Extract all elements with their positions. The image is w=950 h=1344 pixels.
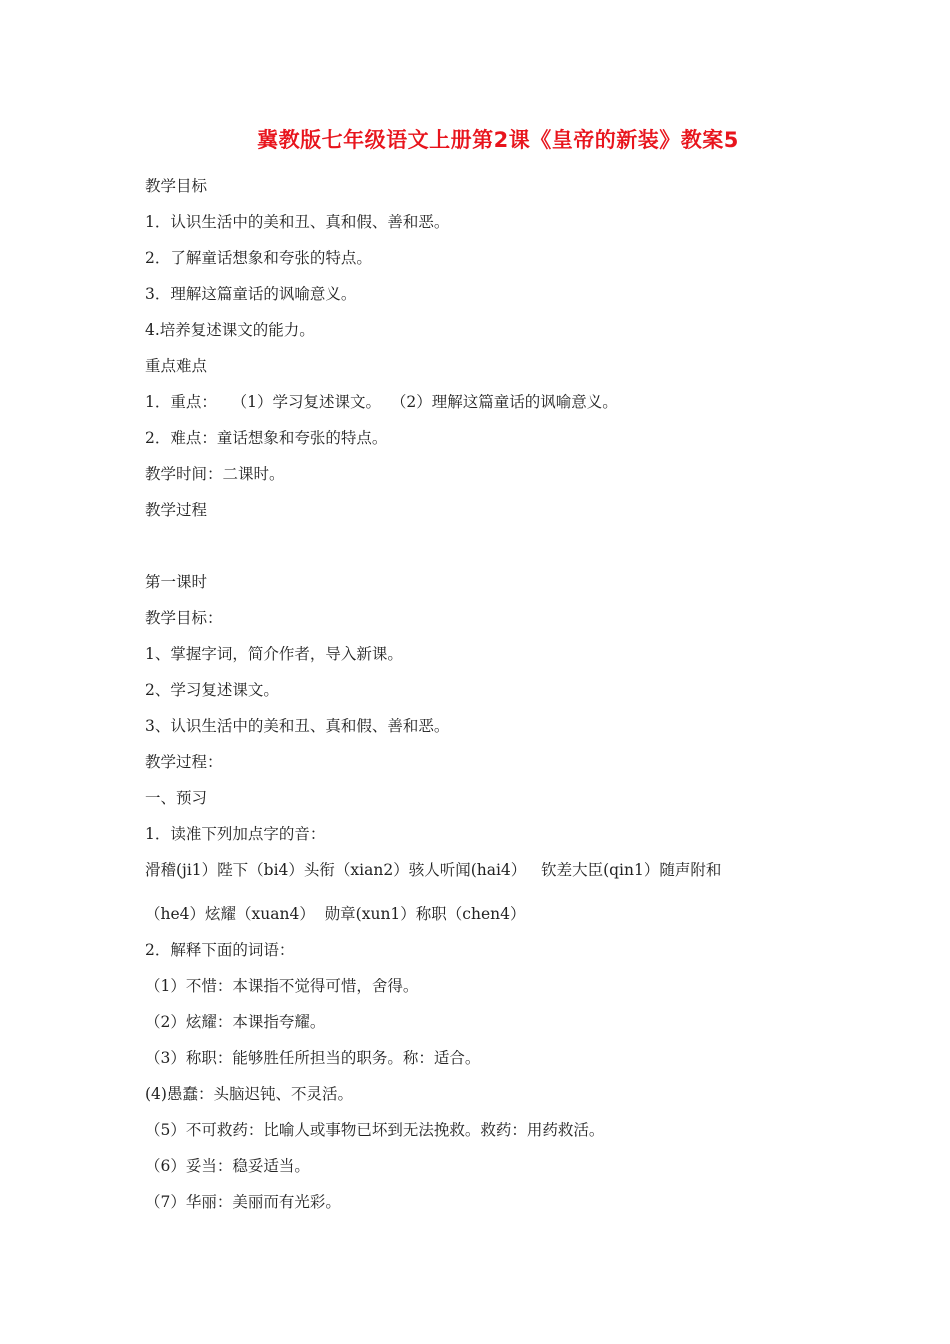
paragraph: （2）炫耀：本课指夸耀。 — [145, 1013, 326, 1031]
paragraph: （6）妥当：稳妥适当。 — [145, 1157, 310, 1175]
paragraph: 1．认识生活中的美和丑、真和假、善和恶。 — [145, 213, 450, 231]
paragraph: 教学时间：二课时。 — [145, 465, 285, 483]
paragraph: 一、预习 — [145, 789, 208, 807]
paragraph: （3）称职：能够胜任所担当的职务。称：适合。 — [145, 1049, 481, 1067]
paragraph: 4.培养复述课文的能力。 — [145, 321, 315, 339]
paragraph: 教学过程： — [145, 753, 223, 771]
paragraph: 2．解释下面的词语： — [145, 941, 295, 959]
paragraph: 3．理解这篇童话的讽喻意义。 — [145, 285, 357, 303]
blank-line — [145, 536, 835, 572]
section-heading-teaching-goals: 教学目标 — [145, 177, 208, 195]
paragraph: 2．了解童话想象和夸张的特点。 — [145, 249, 372, 267]
paragraph: 1．读准下列加点字的音： — [145, 825, 326, 843]
document-title: 冀教版七年级语文上册第2课《皇帝的新装》教案5 — [257, 128, 739, 152]
paragraph: 1、掌握字词，简介作者，导入新课。 — [145, 645, 403, 663]
section-heading-key-points: 重点难点 — [145, 357, 208, 375]
paragraph: 滑稽(ji1）陛下（bi4）头衔（xian2）骇人听闻(hai4） 钦差大臣(qin1）随声附和 — [145, 861, 722, 879]
paragraph: 3、认识生活中的美和丑、真和假、善和恶。 — [145, 717, 450, 735]
paragraph: 1．重点： （1）学习复述课文。 （2）理解这篇童话的讽喻意义。 — [145, 393, 618, 411]
section-heading-teaching-process: 教学过程 — [145, 501, 208, 519]
paragraph: 教学目标： — [145, 609, 223, 627]
paragraph: （5）不可救药：比喻人或事物已坏到无法挽救。救药：用药救活。 — [145, 1121, 605, 1139]
document-body — [145, 176, 835, 1228]
paragraph: （1）不惜：本课指不觉得可惜，舍得。 — [145, 977, 419, 995]
paragraph: （7）华丽：美丽而有光彩。 — [145, 1193, 341, 1211]
section-heading-first-lesson: 第一课时 — [145, 573, 208, 591]
paragraph: 2．难点：童话想象和夸张的特点。 — [145, 429, 388, 447]
paragraph: （he4）炫耀（xuan4） 勋章(xun1）称职（chen4） — [145, 905, 526, 923]
paragraph: 2、学习复述课文。 — [145, 681, 279, 699]
paragraph: (4)愚蠢：头脑迟钝、不灵活。 — [145, 1085, 353, 1103]
